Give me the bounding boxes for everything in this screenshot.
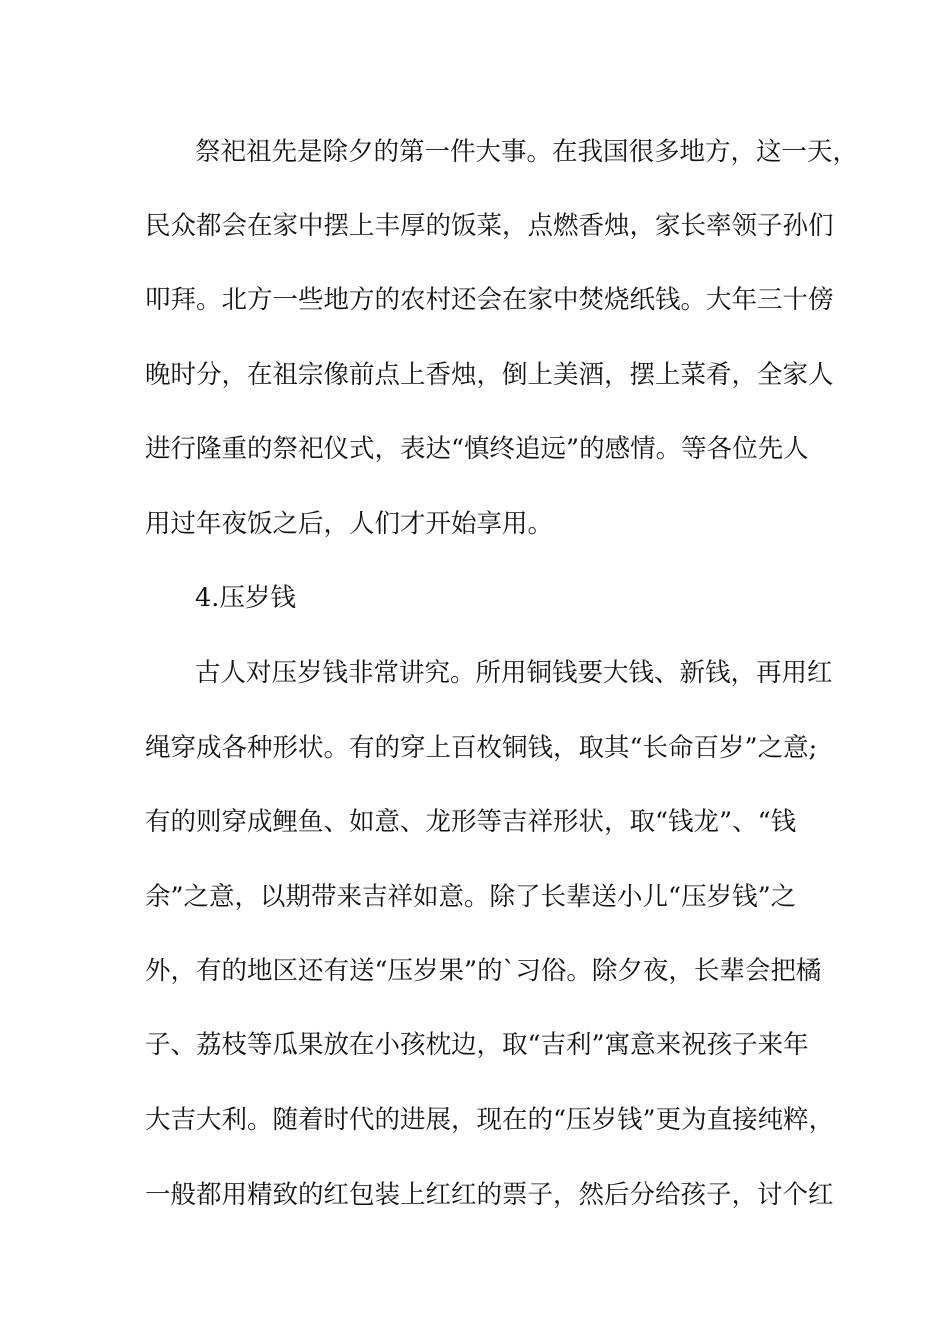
- paragraph-line: 绳穿成各种形状。有的穿上百枚铜钱，取其“长命百岁”之意;: [145, 733, 818, 763]
- paragraph-line: 祭祀祖先是除夕的第一件大事。在我国很多地方，这一天，: [195, 137, 859, 167]
- paragraph-line: 大吉大利。随着时代的进展，现在的“压岁钱”更为直接纯粹，: [145, 1105, 835, 1135]
- paragraph-line: 晚时分，在祖宗像前点上香烛，倒上美酒，摆上菜肴，全家人: [145, 360, 834, 390]
- paragraph-line: 有的则穿成鲤鱼、如意、龙形等吉祥形状，取“钱龙”、“钱: [145, 807, 797, 837]
- paragraph-line: 用过年夜饭之后，人们才开始享用。: [145, 509, 554, 539]
- paragraph-line: 古人对压岁钱非常讲究。所用铜钱要大钱、新钱，再用红: [195, 658, 833, 688]
- paragraph-line: 外，有的地区还有送“压岁果”的`习俗。除夕夜，长辈会把橘: [145, 956, 822, 986]
- paragraph-line: 进行隆重的祭祀仪式，表达“慎终追远”的感情。等各位先人: [145, 434, 809, 464]
- section-heading: 4.压岁钱: [195, 583, 296, 613]
- paragraph-line: 子、荔枝等瓜果放在小孩枕边，取“吉利”寓意来祝孩子来年: [145, 1030, 809, 1060]
- paragraph-line: 叩拜。北方一些地方的农村还会在家中焚烧纸钱。大年三十傍: [145, 285, 834, 315]
- paragraph-line: 余”之意，以期带来吉祥如意。除了长辈送小儿“压岁钱”之: [145, 882, 797, 912]
- paragraph-line: 民众都会在家中摆上丰厚的饭菜，点燃香烛，家长率领子孙们: [145, 211, 834, 241]
- paragraph-line: 一般都用精致的红包装上红红的票子，然后分给孩子，讨个红: [145, 1180, 834, 1210]
